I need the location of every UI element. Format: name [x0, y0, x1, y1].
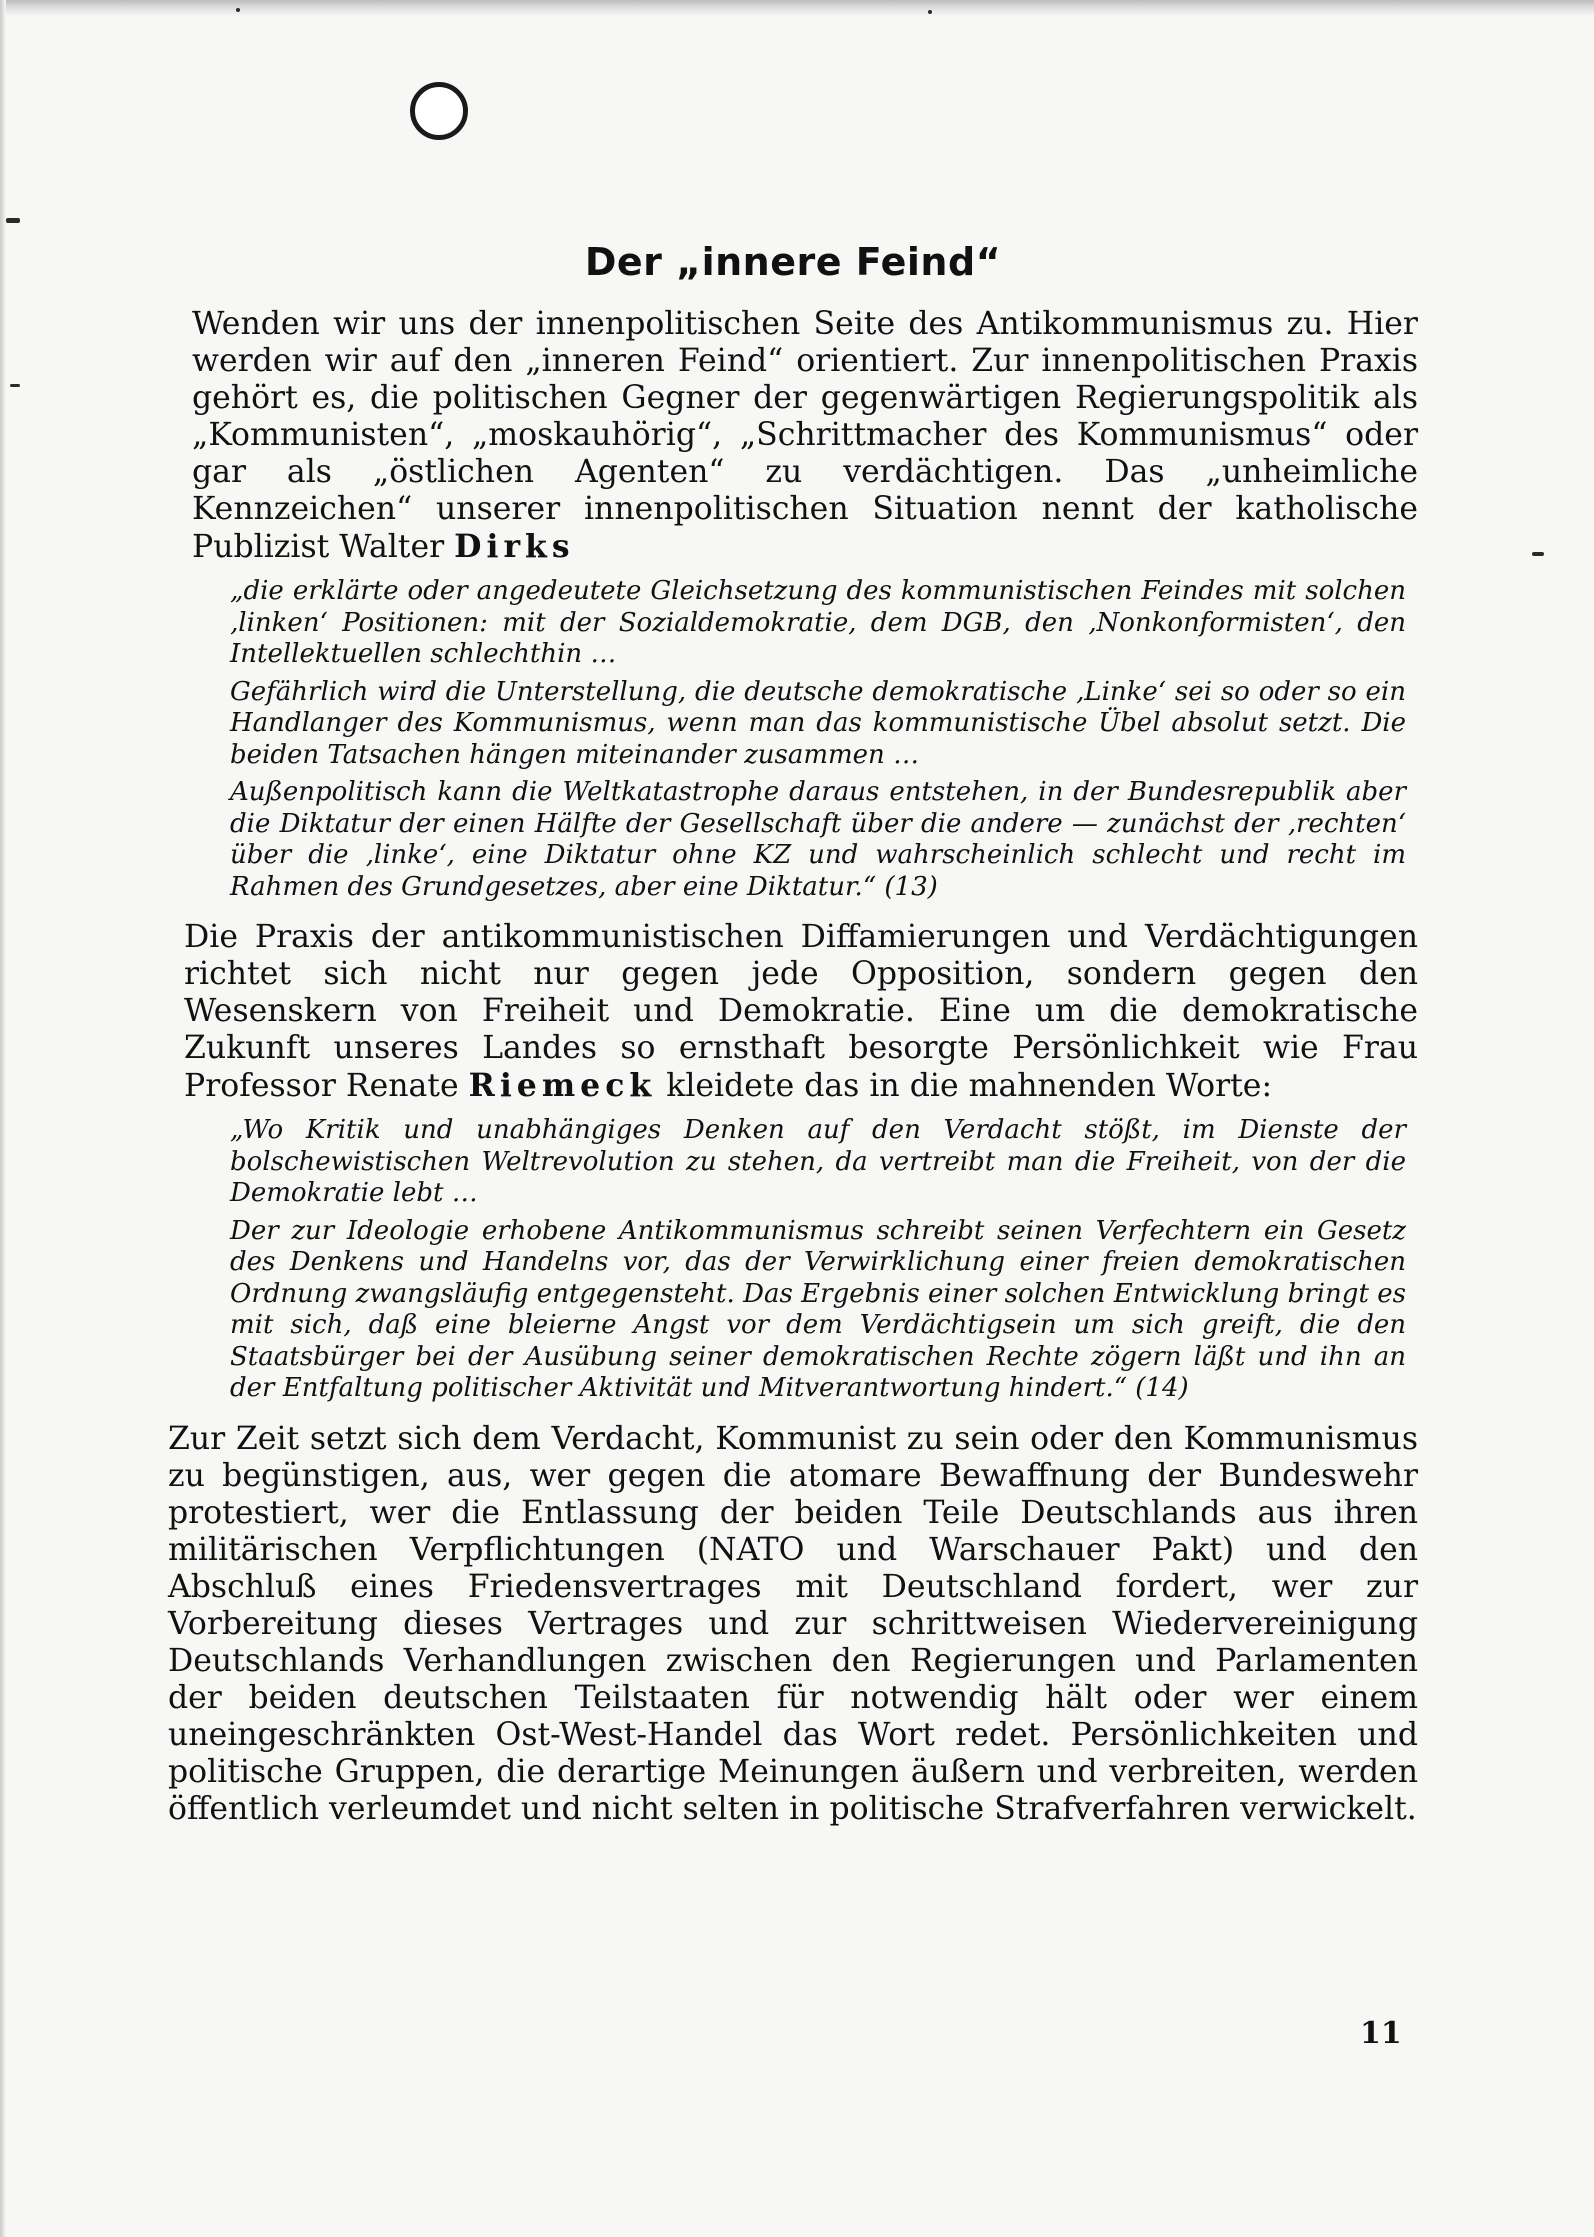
paragraph-text: kleidete das in die mahnenden Worte:	[666, 1068, 1273, 1104]
page-number: 11	[1360, 2016, 1402, 2051]
body-paragraph: Zur Zeit setzt sich dem Verdacht, Kommunist zu sein oder den Kommunismus zu begünstigen, aus, wer gegen die atomare Bewaffnung der Bundeswehr protestiert, wer die Entlassung der beiden Teile Deutschlands aus ihren militärischen Verpflichtungen (NATO und Warschauer Pakt) und den Abschluß eines Friedensvertrages mit Deutschland fordert, wer zur Vorbereitung dieses Vertrages und zur schrittweisen Wiedervereinigung Deutschlands Verhandlungen zwischen den Regierungen und Parlamenten der beiden deutschen Teilstaaten für notwendig hält oder wer einem uneingeschränkten Ost-West-Handel das Wort redet. Persönlichkeiten und politische Gruppen, die derartige Meinungen äußern und verbreiten, werden öffentlich verleumdet und nicht selten in politische Strafverfahren verwickelt.	[168, 1420, 1418, 1827]
quote-paragraph: Der zur Ideologie erhobene Antikommunismus schreibt seinen Verfechtern ein Gesetz des Denkens und Handelns vor, das der Verwirklichung einer freien demokratischen Ordnung zwangsläufig entgegensteht. Das Ergebnis einer solchen Entwicklung bringt es mit sich, daß eine bleierne Angst vor dem Verdächtigsein um sich greift, die den Staatsbürger bei der Ausübung seiner demokratischen Rechte zögern läßt und ihn an der Entfaltung politischer Aktivität und Mitverantwortung hindert.“ (14)	[230, 1215, 1406, 1403]
scan-speck	[10, 384, 20, 387]
quote-block	[230, 576, 1406, 903]
punch-hole	[410, 82, 468, 140]
page-left-edge	[0, 0, 6, 2237]
body-paragraph	[168, 919, 1418, 1105]
scan-speck	[928, 10, 932, 14]
paragraph-text: Die Praxis der antikommunistischen Diffamierungen und Verdächtigungen richtet sich nicht nur gegen jede Opposition, sondern gegen den Wesenskern von Freiheit und Demokratie. Eine um die demokratische Zukunft unseres Landes so ernsthaft besorgte Persönlichkeit wie Frau Professor Renate	[184, 919, 1418, 1104]
person-name: Dirks	[454, 528, 575, 565]
quote-paragraph: Gefährlich wird die Unterstellung, die deutsche demokratische ‚Linke‘ sei so oder so ein Handlanger des Kommunismus, wenn man das kommunistische Übel absolut setzt. Die beiden Tatsachen hängen miteinander zusammen …	[230, 676, 1406, 770]
scan-speck	[1532, 552, 1544, 556]
page-content	[168, 240, 1418, 1828]
paragraph-text: Wenden wir uns der innenpolitischen Seite des Antikommunismus zu. Hier werden wir auf den „inneren Feind“ orientiert. Zur innenpolitischen Praxis gehört es, die politischen Gegner der gegenwärtigen Regierungspolitik als „Kommunisten“, „moskauhörig“, „Schrittmacher des Kommunismus“ oder gar als „östlichen Agenten“ zu verdächtigen. Das „unheimliche Kennzeichen“ unserer innenpolitischen Situation nennt der katholische Publizist Walter	[192, 306, 1418, 565]
person-name: Riemeck	[468, 1067, 657, 1104]
scan-speck	[6, 218, 20, 223]
page-title: Der „innere Feind“	[584, 240, 1002, 284]
quote-paragraph: „Wo Kritik und unabhängiges Denken auf den Verdacht stößt, im Dienste der bolschewistischen Weltrevolution zu stehen, da vertreibt man die Freiheit, von der die Demokratie lebt …	[230, 1115, 1406, 1208]
quote-paragraph: Außenpolitisch kann die Weltkatastrophe daraus entstehen, in der Bundesrepublik aber die Diktatur der einen Hälfte der Gesellschaft über die andere — zunächst der ‚rechten‘ über die ‚linke‘, eine Diktatur ohne KZ und wahrscheinlich schlecht und recht im Rahmen des Grundgesetzes, aber eine Diktatur.“ (13)	[230, 777, 1406, 902]
quote-paragraph: „die erklärte oder angedeutete Gleichsetzung des kommunistischen Feindes mit solchen ‚linken‘ Positionen: mit der Sozialdemokratie, dem DGB, den ‚Nonkonformisten‘, den Intellektuellen schlechthin …	[230, 576, 1406, 669]
quote-block	[230, 1115, 1406, 1405]
scan-speck	[236, 8, 240, 12]
body-paragraph	[168, 306, 1418, 566]
